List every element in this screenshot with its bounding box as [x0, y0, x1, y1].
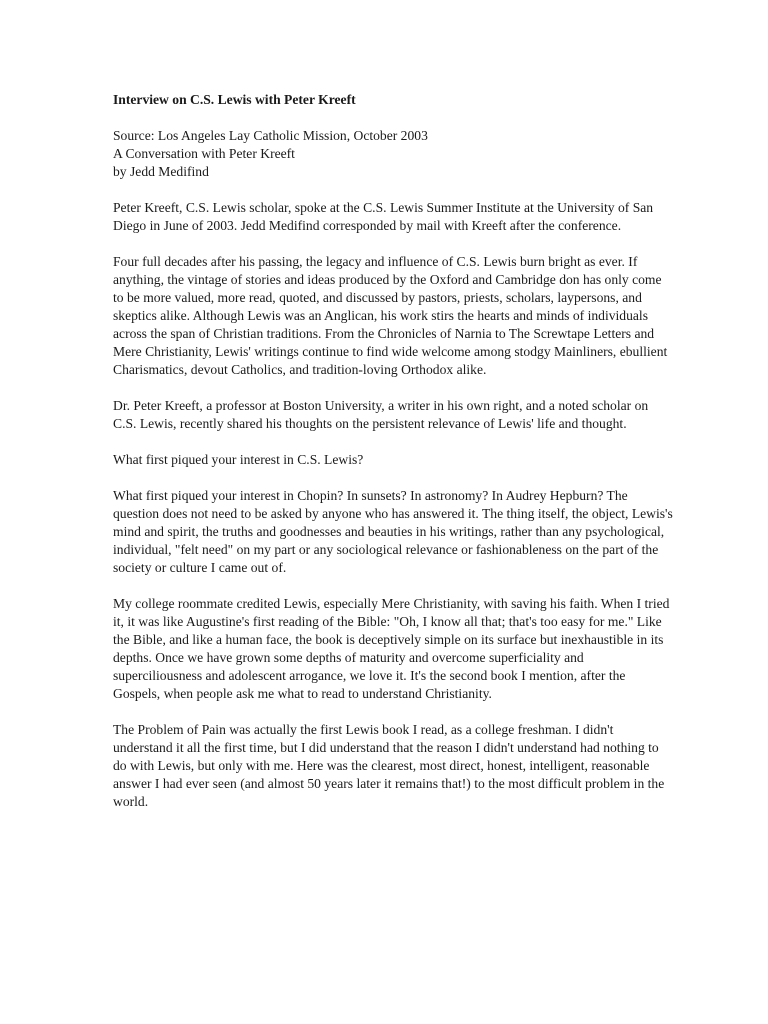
document-page — [113, 91, 673, 829]
answer-paragraph-2: My college roommate credited Lewis, especially Mere Christianity, with saving his faith. When I tried it, it was like Augustine's first reading of the Bible: "Oh, I know all that; that's too easy for me." Like the Bible, and like a human face, the book is deceptively simple on its surface but inexhaustible in its depths. Once we have grown some depths of maturity and overcome superficiality and superciliousness and adolescent arrogance, we love it. It's the second book I mention, after the Gospels, when people ask me what to read to understand Christianity. — [113, 596, 670, 701]
interview-question: What first piqued your interest in C.S. Lewis? — [113, 452, 364, 467]
answer-paragraph-1: What first piqued your interest in Chopin? In sunsets? In astronomy? In Audrey Hepburn? The question does not need to be asked by anyone who has answered it. The thing itself, the object, Lewis's mind and spirit, the truths and goodnesses and beauties in his writings, rather than any psychological, individual, "felt need" on my part or any sociological relevance or fashionableness on the part of the society or culture I came out of. — [113, 488, 673, 575]
byline: by Jedd Medifind — [113, 164, 209, 179]
subtitle-line: A Conversation with Peter Kreeft — [113, 146, 295, 161]
source-block — [113, 127, 673, 181]
paragraph-kreeft-bio: Dr. Peter Kreeft, a professor at Boston University, a writer in his own right, and a noted scholar on C.S. Lewis, recently shared his thoughts on the persistent relevance of Lewis' life and thought. — [113, 398, 649, 431]
answer-paragraph-3: The Problem of Pain was actually the first Lewis book I read, as a college freshman. I didn't understand it all the first time, but I did understand that the reason I didn't understand had nothing to do with Lewis, but only with me. Here was the clearest, most direct, honest, intelligent, reasonable answer I had ever seen (and almost 50 years later it remains that!) to the most difficult problem in the world. — [113, 722, 665, 809]
paragraph-intro: Peter Kreeft, C.S. Lewis scholar, spoke at the C.S. Lewis Summer Institute at the University of San Diego in June of 2003. Jedd Medifind corresponded by mail with Kreeft after the conference. — [113, 200, 654, 233]
source-line: Source: Los Angeles Lay Catholic Mission, October 2003 — [113, 128, 428, 143]
paragraph-legacy: Four full decades after his passing, the legacy and influence of C.S. Lewis burn bright as ever. If anything, the vintage of stories and ideas produced by the Oxford and Cambridge don has only come to be more valued, more read, quoted, and discussed by pastors, priests, scholars, laypersons, and skeptics alike. Although Lewis was an Anglican, his work stirs the hearts and minds of individuals across the span of Christian traditions. From the Chronicles of Narnia to The Screwtape Letters and Mere Christianity, Lewis' writings continue to find wide welcome among stodgy Mainliners, ebullient Charismatics, devout Catholics, and tradition-loving Orthodox alike. — [113, 254, 668, 377]
document-title: Interview on C.S. Lewis with Peter Kreeft — [113, 92, 356, 107]
